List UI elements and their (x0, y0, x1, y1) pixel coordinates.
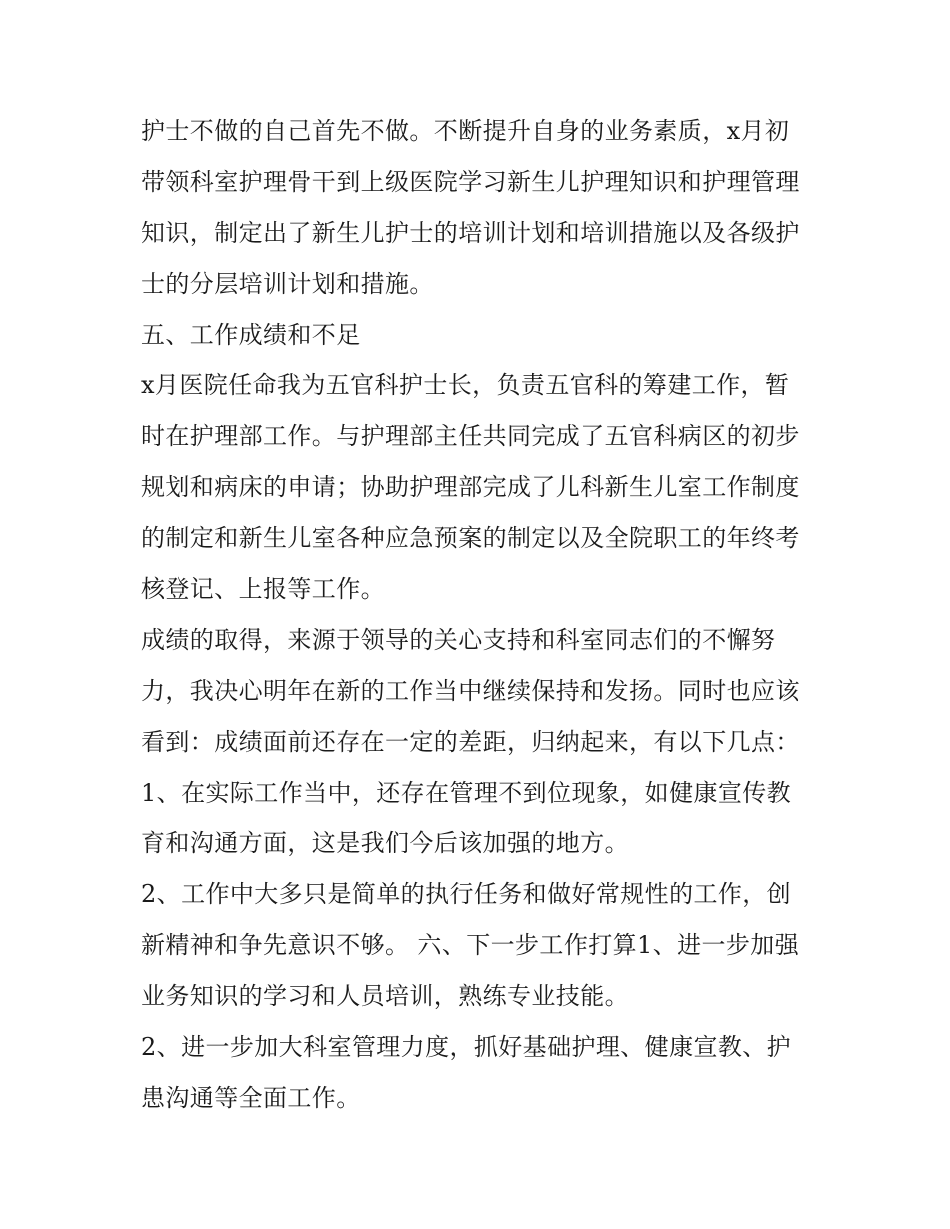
list-item-line: 新精神和争先意识不够。 六、下一步工作打算1、进一步加强 (141, 931, 800, 960)
text-line: 力，我决心明年在新的工作当中继续保持和发扬。同时也应该 (141, 676, 800, 705)
text-line: 的制定和新生儿室各种应急预案的制定以及全院职工的年终考 (141, 524, 800, 553)
text-line: 士的分层培训计划和措施。 (141, 269, 434, 298)
list-item-line: 育和沟通方面，这是我们今后该加强的地方。 (141, 829, 629, 858)
text-line: 时在护理部工作。与护理部主任共同完成了五官科病区的初步 (141, 422, 800, 451)
text-line: 带领科室护理骨干到上级医院学习新生儿护理知识和护理管理 (141, 167, 800, 196)
list-item-line: 2、进一步加大科室管理力度，抓好基础护理、健康宣教、护 (141, 1033, 792, 1062)
list-item-line: 患沟通等全面工作。 (141, 1083, 361, 1112)
list-item-line: 1、在实际工作当中，还存在管理不到位现象，如健康宣传教 (141, 778, 792, 807)
section-heading: 五、工作成绩和不足 (141, 320, 361, 349)
text-line: x月医院任命我为五官科护士长，负责五官科的筹建工作，暂 (141, 371, 790, 400)
text-line: 成绩的取得，来源于领导的关心支持和科室同志们的不懈努 (141, 625, 776, 654)
text-line: 知识，制定出了新生儿护士的培训计划和培训措施以及各级护 (141, 218, 800, 247)
text-line: 规划和病床的申请；协助护理部完成了儿科新生儿室工作制度 (141, 473, 800, 502)
list-item-line: 2、工作中大多只是简单的执行任务和做好常规性的工作，创 (141, 880, 792, 909)
text-line: 核登记、上报等工作。 (141, 575, 385, 604)
text-line: 看到：成绩面前还存在一定的差距，归纳起来，有以下几点： (141, 727, 800, 756)
list-item-line: 业务知识的学习和人员培训，熟练专业技能。 (141, 982, 629, 1011)
text-line: 护士不做的自己首先不做。不断提升自身的业务素质，x月初 (141, 117, 790, 145)
body-text (141, 106, 821, 1124)
